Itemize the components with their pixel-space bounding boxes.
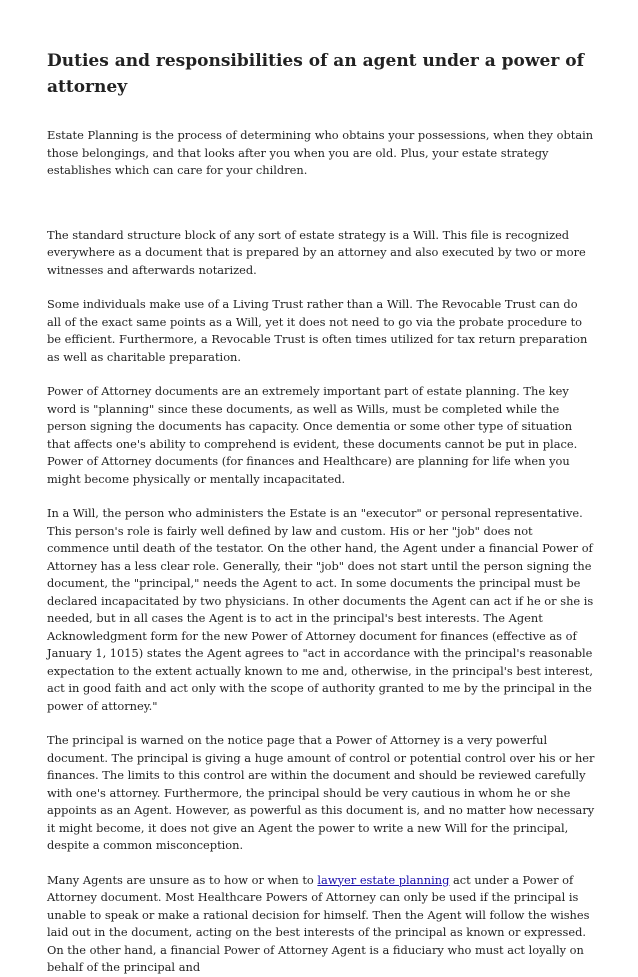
paragraph-will-structure: The standard structure block of any sort of estate strategy is a Will. This file is recognized everywhere as a document that is prepared by an attorney and also executed by two or more witnesses and afterwards notarized.	[47, 227, 586, 277]
paragraph-text-after-link: act under a Power of Attorney document. Most Healthcare Powers of Attorney can only be used if the principal is unable to speak or make a rational decision for himself. Then the Agent will follow the wishes laid out in the document, acting on the best interests of the principal as known or expressed. On the other hand, a financial Power of Attorney Agent is a fiduciary who must act loyally on behalf of the principal and	[47, 872, 590, 974]
paragraph-executor-role: In a Will, the person who administers the Estate is an "executor" or personal representative. This person's role is fairly well defined by law and custom. His or her "job" does not commence until death of the testator. On the other hand, the Agent under a financial Power of Attorney has a less clear role. Generally, their "job" does not start until the person signing the document, the "principal," needs the Agent to act. In some documents the principal must be declared incapacitated by two physicians. In other documents the Agent can act if he or she is needed, but in all cases the Agent is to act in the principal's best interests. The Agent Acknowledgment form for the new Power of Attorney document for finances (effective as of January 1, 1015) states the Agent agrees to "act in accordance with the principal's reasonable expectation to the extent actually known to me and, otherwise, in the principal's best interest, act in good faith and act only with the scope of authority granted to me by the principal in the power of attorney."	[47, 506, 594, 713]
document-page	[47, 48, 595, 977]
paragraph-power-of-attorney: Power of Attorney documents are an extremely important part of estate planning. The key word is "planning" since these documents, as well as Wills, must be completed while the person signing the documents has capacity. Once dementia or some other type of situation that affects one's ability to comprehend is evident, these documents cannot be put in place. Power of Attorney documents (for finances and Healthcare) are planning for life when you might become physically or mentally incapacitated.	[47, 384, 578, 486]
lawyer-estate-planning-link[interactable]: lawyer estate planning	[317, 872, 450, 887]
paragraph-principal-warning: The principal is warned on the notice page that a Power of Attorney is a very powerful document. The principal is giving a huge amount of control or potential control over his or her finances. The limits to this control are within the document and should be reviewed carefully with one's attorney. Furthermore, the principal should be very cautious in whom he or she appoints as an Agent. However, as powerful as this document is, and no matter how necessary it might become, it does not give an Agent the power to write a new Will for the principal, despite a common misconception.	[47, 733, 595, 852]
paragraph-estate-planning: Estate Planning is the process of determining who obtains your possessions, when they obtain those belongings, and that looks after you when you are old. Plus, your estate strategy establishes which can care for your children.	[47, 128, 594, 177]
paragraph-living-trust: Some individuals make use of a Living Trust rather than a Will. The Revocable Trust can do all of the exact same points as a Will, yet it does not need to go via the probate procedure to be efficient. Furthermore, a Revocable Trust is often times utilized for tax return preparation as well as charitable preparation.	[47, 297, 588, 364]
paragraph-text-before-link: Many Agents are unsure as to how or when to	[47, 872, 318, 887]
article-title: Duties and responsibilities of an agent under a power of attorney	[47, 51, 584, 97]
paragraph-agents-unsure	[47, 872, 595, 977]
